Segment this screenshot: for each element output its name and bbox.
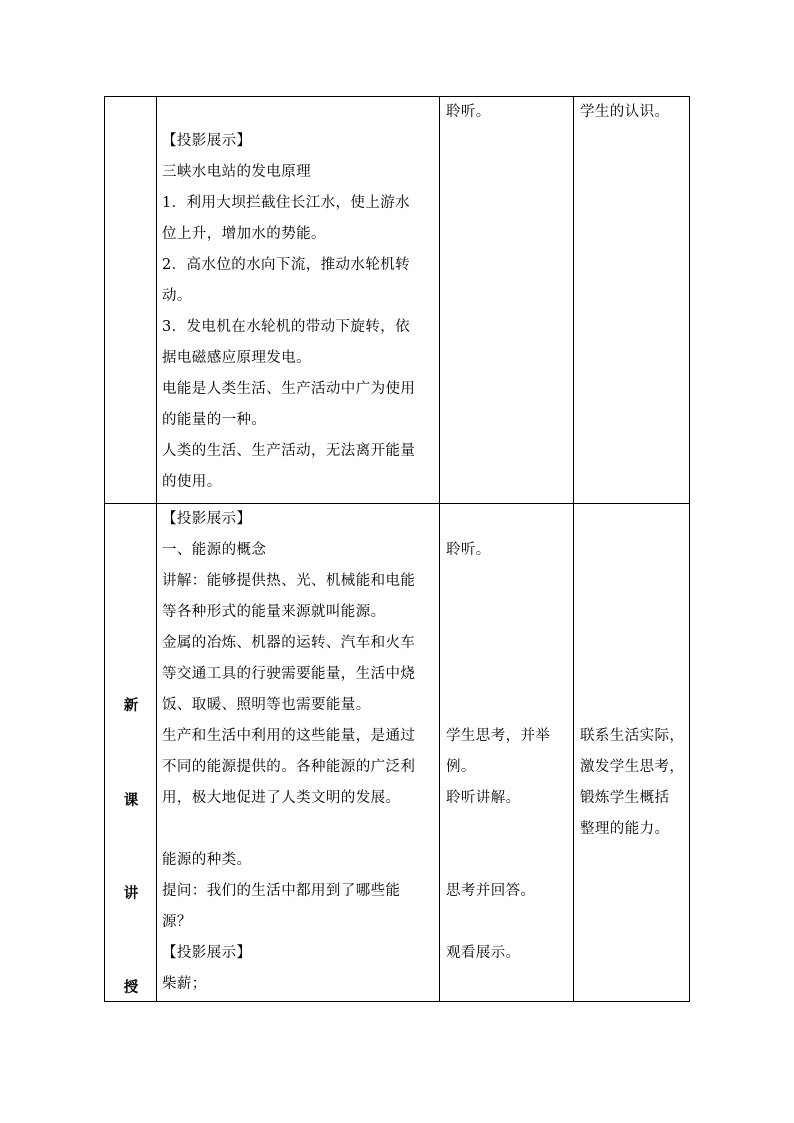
text-line: 柴薪；	[162, 976, 207, 992]
text-line: 的使用。	[162, 474, 222, 490]
text-line: 联系生活实际，	[580, 728, 685, 744]
text-line: 整理的能力。	[580, 821, 670, 837]
student-activity-text: 学生思考，并举	[446, 728, 551, 744]
row1-design-intent	[580, 97, 692, 128]
text-line: 提问：我们的生活中都用到了哪些能	[162, 883, 401, 899]
text-line: 【投影展示】	[162, 945, 252, 961]
text-line: 等各种形式的能量来源就叫能源。	[162, 604, 386, 620]
text-line: 人类的生活、生产活动，无法离开能量	[162, 443, 416, 459]
student-activity-text: 聆听。	[446, 542, 491, 558]
student-activity-text: 观看展示。	[446, 945, 521, 961]
text-line: 动。	[162, 288, 192, 304]
text-line: 激发学生思考，	[580, 759, 685, 775]
text-line: 锻炼学生概括	[580, 790, 670, 806]
text-line: 【投影展示】	[162, 511, 252, 527]
text-line: 源？	[162, 914, 192, 930]
text-line	[162, 814, 440, 845]
student-activity-text: 思考并回答。	[446, 883, 536, 899]
text-line: 不同的能源提供的。各种能源的广泛利	[162, 759, 416, 775]
lesson-table	[104, 96, 690, 1002]
text-line: 等交通工具的行驶需要能量，生活中烧	[162, 666, 416, 682]
text-line: 三峡水电站的发电原理	[162, 164, 311, 180]
side-label-char: 课	[123, 792, 139, 809]
student-activity-text: 例。	[446, 759, 476, 775]
text-line: 电能是人类生活、生产活动中广为使用	[162, 381, 416, 397]
column-divider	[573, 97, 574, 1001]
text-line: 3．发电机在水轮机的带动下旋转，依	[162, 319, 411, 335]
text-line: 学生的认识。	[580, 104, 670, 120]
text-line: 能源的种类。	[162, 852, 252, 868]
text-line: 用，极大地促进了人类文明的发展。	[162, 790, 401, 806]
row1-content	[162, 126, 440, 498]
side-label-char: 讲	[123, 885, 139, 902]
side-label-char: 授	[123, 979, 139, 996]
row2-design-intent	[580, 721, 692, 845]
row2-content	[162, 504, 440, 1000]
text-line: 2．高水位的水向下流，推动水轮机转	[162, 257, 411, 273]
text-line: 金属的冶炼、机器的运转、汽车和火车	[162, 635, 416, 651]
text-line: 聆听。	[446, 104, 491, 120]
text-line: 生产和生活中利用的这些能量，是通过	[162, 728, 416, 744]
text-line: 【投影展示】	[162, 133, 252, 149]
text-line: 讲解：能够提供热、光、机械能和电能	[162, 573, 416, 589]
column-divider	[156, 97, 157, 1001]
student-activity-text: 聆听讲解。	[446, 790, 521, 806]
side-label-char: 新	[123, 697, 139, 714]
text-line: 据电磁感应原理发电。	[162, 350, 311, 366]
text-line: 一、能源的概念	[162, 542, 267, 558]
text-line: 1．利用大坝拦截住长江水，使上游水	[162, 195, 411, 211]
text-line: 的能量的一种。	[162, 412, 267, 428]
row1-student-activity	[446, 97, 572, 128]
text-line: 饭、取暖、照明等也需要能量。	[162, 697, 371, 713]
text-line: 位上升，增加水的势能。	[162, 226, 326, 242]
